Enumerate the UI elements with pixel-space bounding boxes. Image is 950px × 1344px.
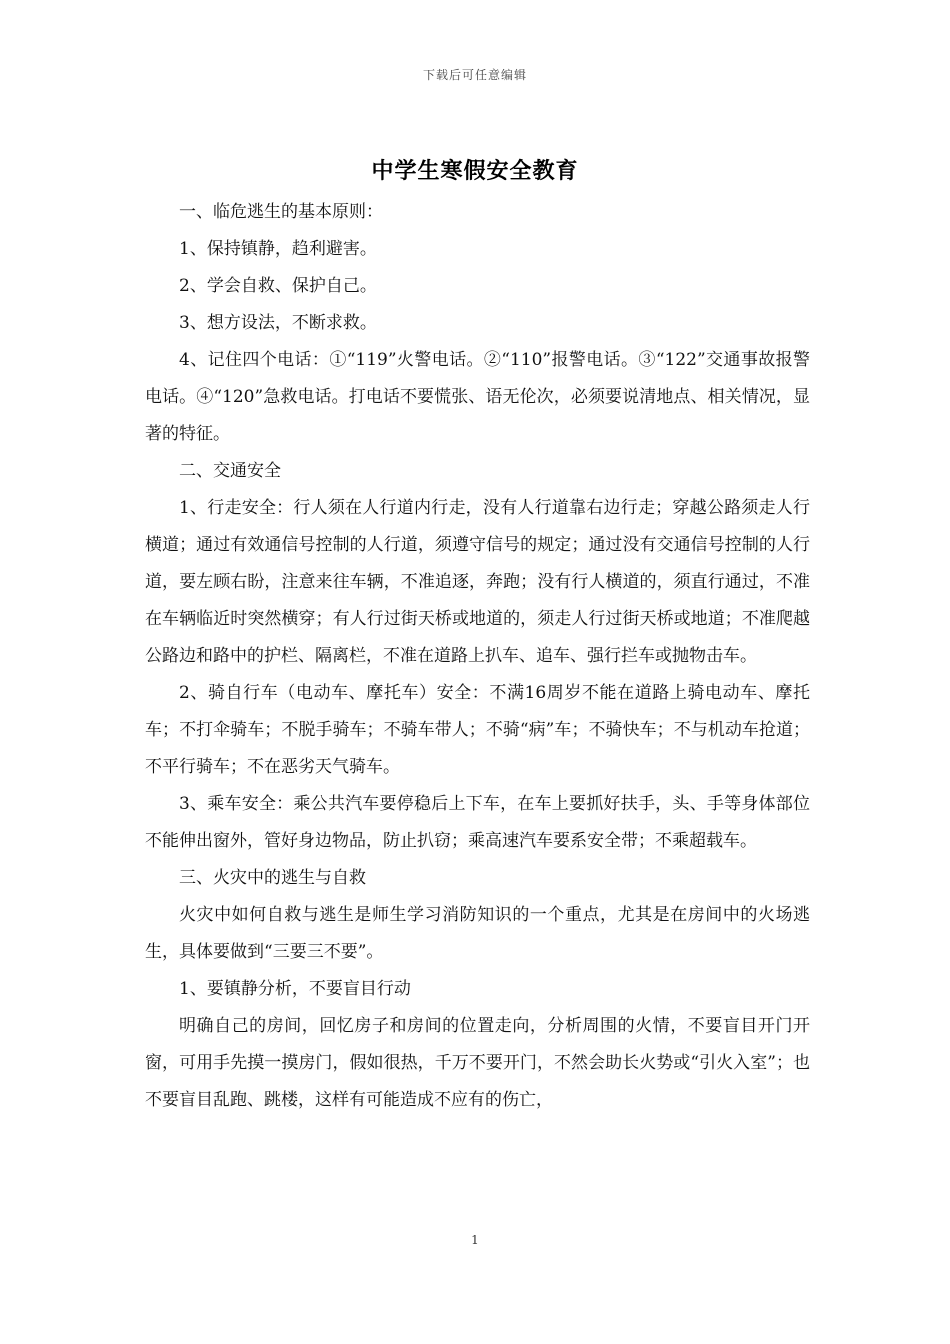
paragraph-item-1: 1、保持镇静，趋利避害。	[179, 239, 377, 259]
paragraph-fire-rule-1: 1、要镇静分析，不要盲目行动	[179, 979, 411, 999]
paragraph-item-2: 2、学会自救、保护自己。	[179, 276, 377, 296]
paragraph-section-1-heading: 一、临危逃生的基本原则：	[179, 202, 383, 222]
paragraph-item-4-phones: 4、记住四个电话：①“119”火警电话。②“110”报警电话。③“122”交通事故报警电话。④“120”急救电话。打电话不要慌张、语无伦次，必须要说清地点、相关情况，显著的特征。	[145, 350, 810, 444]
paragraph-section-2-heading: 二、交通安全	[179, 461, 281, 481]
paragraph-item-3: 3、想方设法，不断求救。	[179, 313, 377, 333]
paragraph-fire-intro: 火灾中如何自救与逃生是师生学习消防知识的一个重点，尤其是在房间中的火场逃生，具体要做到“三要三不要”。	[145, 905, 810, 962]
paragraph-riding-safety: 3、乘车安全：乘公共汽车要停稳后上下车，在车上要抓好扶手，头、手等身体部位不能伸出窗外，管好身边物品，防止扒窃；乘高速汽车要系安全带；不乘超载车。	[145, 794, 810, 851]
paragraph-walking-safety: 1、行走安全：行人须在人行道内行走，没有人行道靠右边行走；穿越公路须走人行横道；通过有效通信号控制的人行道，须遵守信号的规定；通过没有交通信号控制的人行道，要左顾右盼，注意来往车辆，不准追逐，奔跑；没有行人横道的，须直行通过，不准在车辆临近时突然横穿；有人行过街天桥或地道的，须走人行过街天桥或地道；不准爬越公路边和路中的护栏、隔离栏，不准在道路上扒车、追车、强行拦车或抛物击车。	[145, 498, 810, 666]
page-header-note: 下载后可任意编辑	[422, 68, 527, 82]
page-number: 1	[471, 1233, 479, 1247]
document-title: 中学生寒假安全教育	[371, 158, 579, 184]
paragraph-fire-rule-1-detail: 明确自己的房间，回忆房子和房间的位置走向，分析周围的火情，不要盲目开门开窗，可用手先摸一摸房门，假如很热，千万不要开门，不然会助长火势或“引火入室”；也不要盲目乱跑、跳楼，这样有可能造成不应有的伤亡，	[145, 1016, 810, 1110]
paragraph-cycling-safety: 2、骑自行车（电动车、摩托车）安全：不满16周岁不能在道路上骑电动车、摩托车；不打伞骑车；不脱手骑车；不骑车带人；不骑“病”车；不骑快车；不与机动车抢道；不平行骑车；不在恶劣天气骑车。	[145, 683, 810, 777]
paragraph-section-3-heading: 三、火灾中的逃生与自救	[179, 868, 366, 888]
document-body	[145, 194, 810, 1119]
